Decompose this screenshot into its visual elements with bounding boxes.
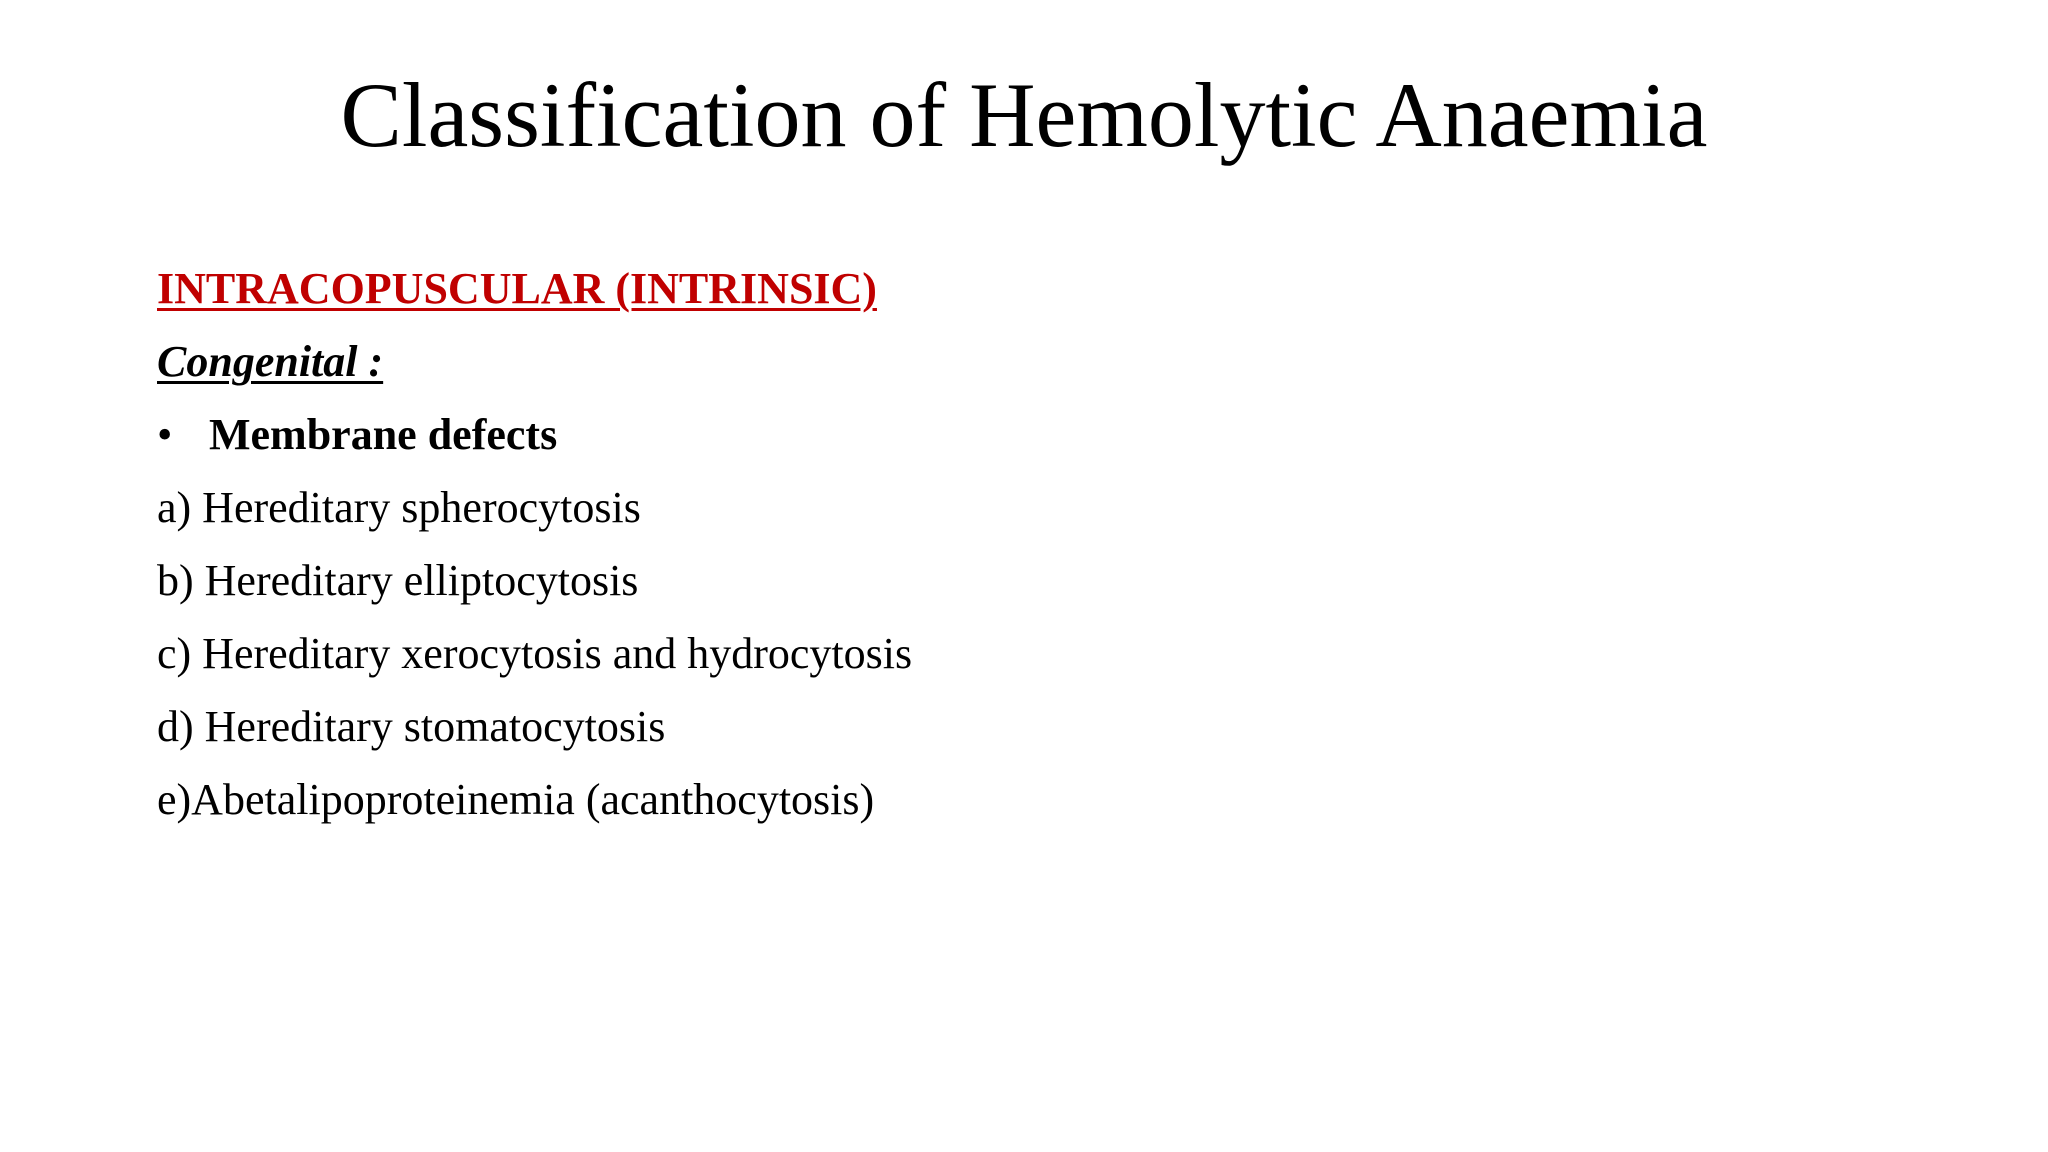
list-item-hereditary-spherocytosis: a) Hereditary spherocytosis [157,483,641,532]
list-item-hereditary-stomatocytosis: d) Hereditary stomatocytosis [157,702,666,751]
bullet-icon: • [157,410,173,459]
list-item-abetalipoproteinemia: e)Abetalipoproteinemia (acanthocytosis) [157,775,875,824]
list-item-hereditary-xerocytosis: c) Hereditary xerocytosis and hydrocytosis [157,629,913,678]
bullet-membrane-defects [157,398,1857,471]
section-heading-intracorpuscular: INTRACOPUSCULAR (INTRINSIC) [157,264,877,313]
bullet-label: Membrane defects [209,410,558,459]
slide-title: Classification of Hemolytic Anaemia [340,64,1708,166]
list-item-hereditary-elliptocytosis: b) Hereditary elliptocytosis [157,556,639,605]
sub-heading-congenital: Congenital : [157,337,384,386]
slide-content [157,252,1857,836]
